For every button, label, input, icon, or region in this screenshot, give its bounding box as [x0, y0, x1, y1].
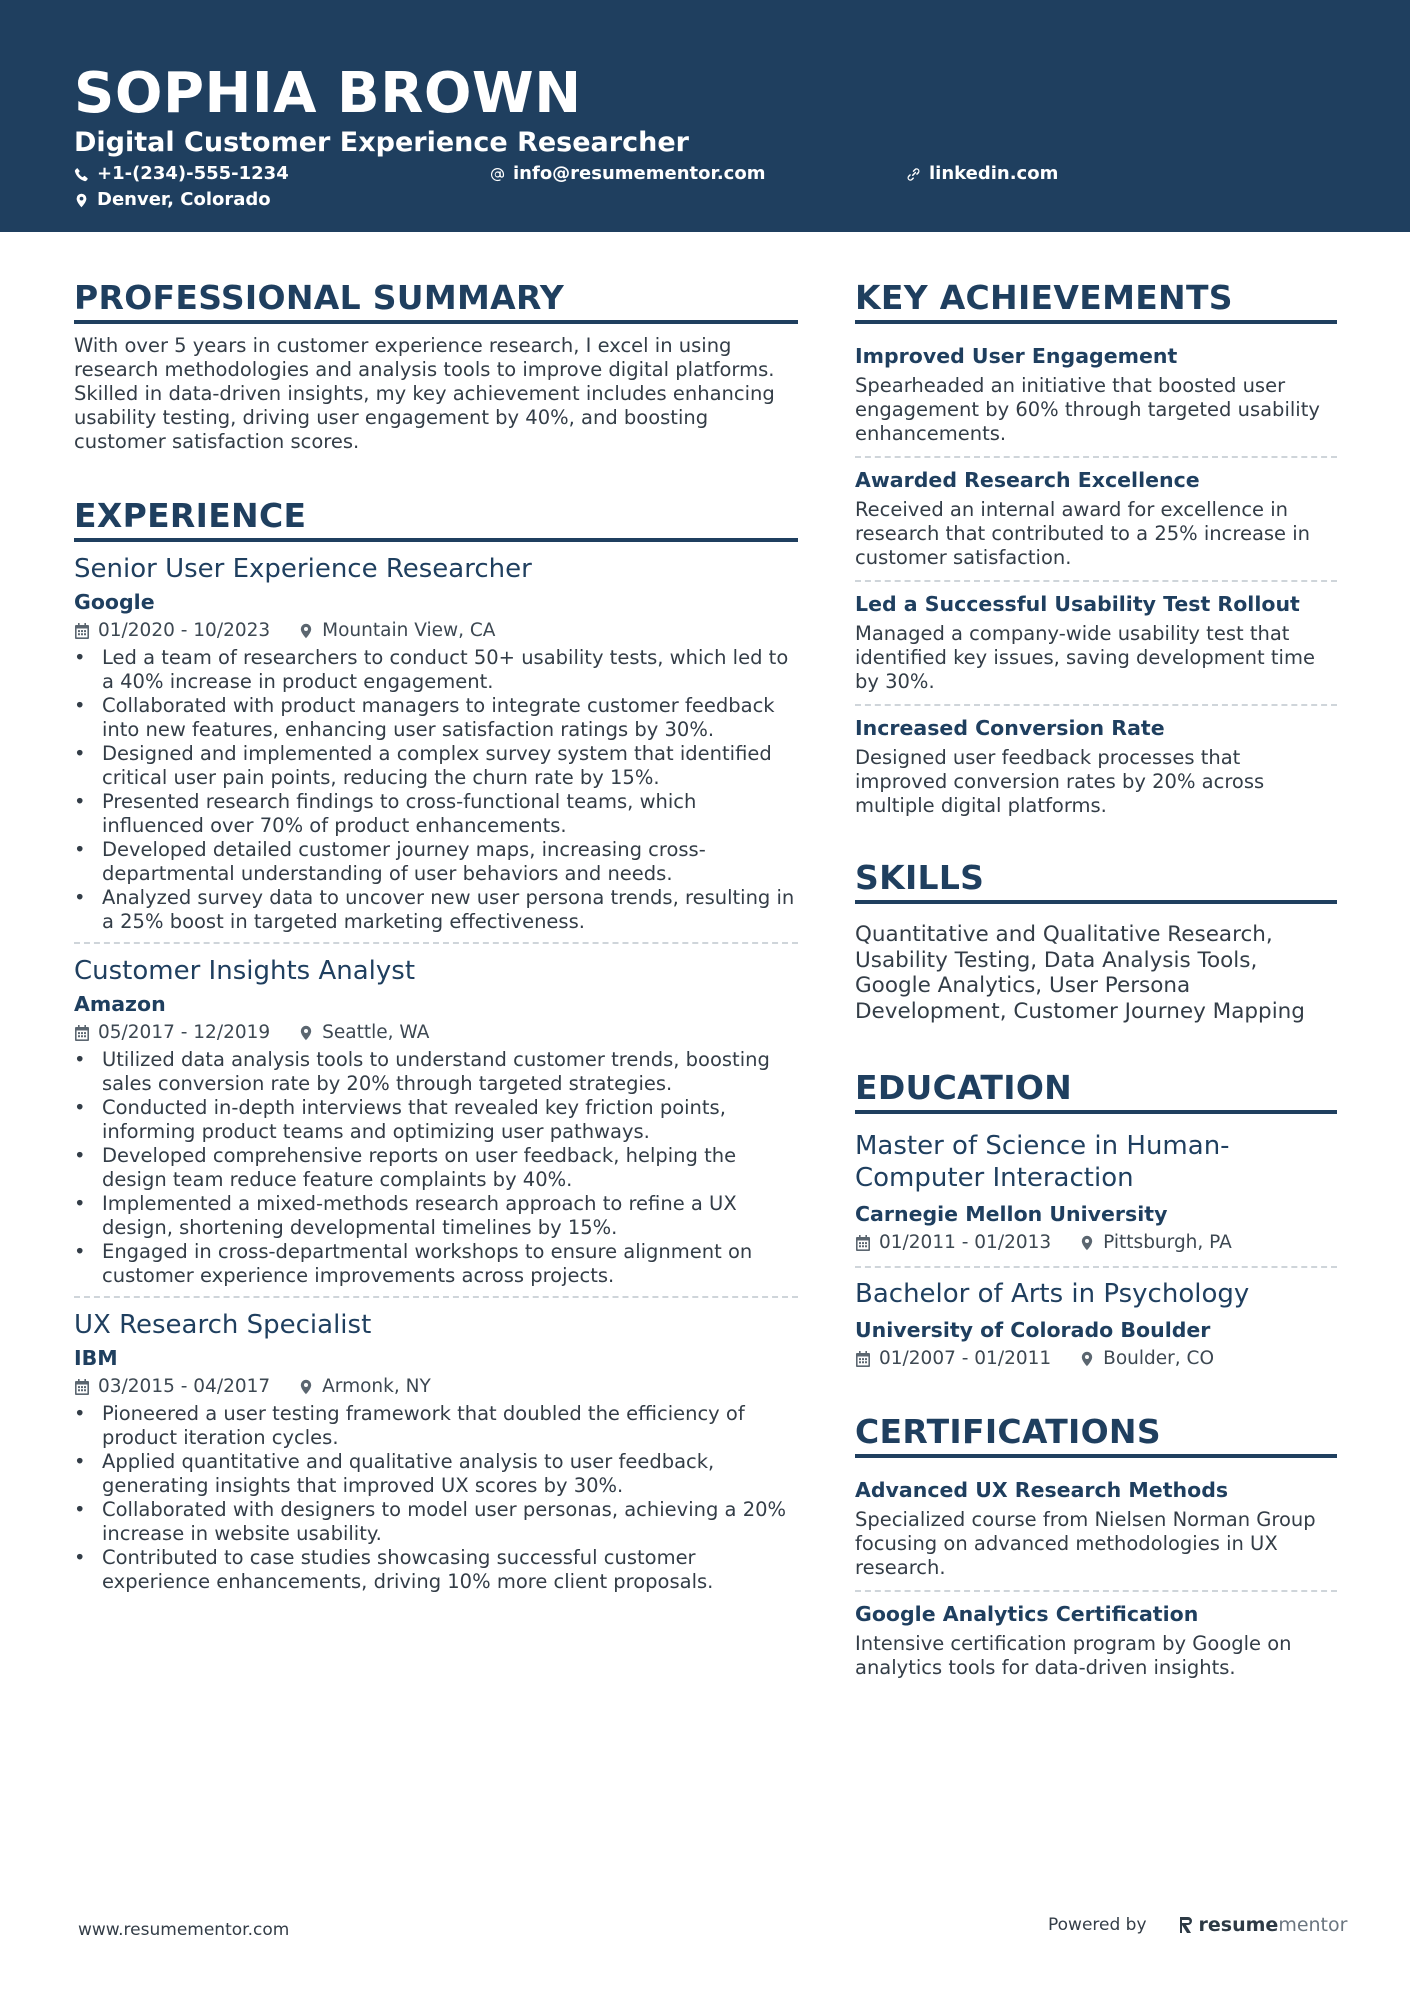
summary-text: With over 5 years in customer experience research, I excel in using research methodologies and analysis tools to improve digital platforms. Skilled in data-driven insights, my key achievement includes enhancing usability testing, driving user engagement by 40%, and boosting customer satisfaction scores. — [74, 334, 775, 453]
bullet-item: • Applied quantitative and qualitative analysis to user feedback, generating insights that improved UX scores by 30%. — [74, 1450, 798, 1498]
education-location: Pittsburgh, PA — [1103, 1232, 1232, 1253]
location-icon — [74, 193, 89, 208]
achievement-item — [855, 580, 1337, 704]
achievement-item — [855, 704, 1337, 828]
achievement-title: Led a Successful Usability Test Rollout — [855, 592, 1300, 616]
bullet-item: • Pioneered a user testing framework that doubled the efficiency of product iteration cycles. — [74, 1402, 798, 1450]
contact-email[interactable] — [490, 162, 765, 186]
experience-section — [74, 496, 798, 1602]
section-title: KEY ACHIEVEMENTS — [855, 278, 1337, 324]
job-dates: 03/2015 - 04/2017 — [98, 1376, 271, 1397]
job-dates: 01/2020 - 10/2023 — [98, 620, 271, 641]
job-location: Seattle, WA — [322, 1022, 430, 1043]
bullet-item: • Designed and implemented a complex survey system that identified critical user pain points, reducing the churn rate by 15%. — [74, 742, 798, 790]
certification-item — [855, 1468, 1337, 1590]
job-entry — [74, 1296, 798, 1602]
bullet-item: • Conducted in-depth interviews that revealed key friction points, informing product teams and optimizing user pathways. — [74, 1096, 798, 1144]
job-bullets — [74, 646, 798, 934]
job-location: Armonk, NY — [322, 1376, 431, 1397]
education-section — [855, 1068, 1337, 1382]
job-title: Customer Insights Analyst — [74, 956, 416, 986]
footer-website-link[interactable]: www.resumementor.com — [78, 1920, 290, 1940]
bullet-item: • Implemented a mixed-methods research approach to refine a UX design, shortening developmental timelines by 15%. — [74, 1192, 798, 1240]
achievement-title: Awarded Research Excellence — [855, 468, 1200, 492]
skills-text: Quantitative and Qualitative Research, Usability Testing, Data Analysis Tools, Google Analytics, User Persona Development, Customer Journey Mapping — [855, 922, 1305, 1024]
location-icon — [298, 1025, 314, 1041]
job-title: UX Research Specialist — [74, 1310, 372, 1340]
school-name: University of Colorado Boulder — [855, 1318, 1211, 1342]
right-column — [855, 278, 1337, 1690]
candidate-title: Digital Customer Experience Researcher — [74, 127, 689, 158]
footer-powered — [1048, 1914, 1347, 1936]
section-title: SKILLS — [855, 858, 1337, 904]
certification-item — [855, 1590, 1337, 1690]
bullet-item: • Developed comprehensive reports on user feedback, helping the design team reduce feature complaints by 40%. — [74, 1144, 798, 1192]
location-icon — [298, 1379, 314, 1395]
certification-title: Google Analytics Certification — [855, 1602, 1199, 1626]
email-text: info@resumementor.com — [513, 163, 766, 184]
calendar-icon — [74, 1025, 90, 1041]
left-column — [74, 278, 798, 1602]
company-name: Amazon — [74, 992, 166, 1016]
certification-desc: Specialized course from Nielsen Norman Group focusing on advanced methodologies in UX research. — [855, 1508, 1316, 1579]
phone-text: +1-(234)-555-1234 — [97, 163, 289, 184]
job-title: Senior User Experience Researcher — [74, 554, 532, 584]
education-meta — [855, 1346, 1337, 1372]
job-entry — [74, 942, 798, 1296]
bullet-item: • Utilized data analysis tools to understand customer trends, boosting sales conversion rate by 20% through targeted strategies. — [74, 1048, 798, 1096]
achievement-desc: Designed user feedback processes that improved conversion rates by 20% across multiple digital platforms. — [855, 746, 1265, 817]
summary-section — [74, 278, 798, 454]
education-dates: 01/2007 - 01/2011 — [879, 1348, 1052, 1369]
link-icon — [906, 167, 921, 182]
contact-linkedin[interactable] — [906, 162, 1058, 186]
education-item — [855, 1124, 1337, 1266]
school-name: Carnegie Mellon University — [855, 1202, 1168, 1226]
location-icon — [1079, 1235, 1095, 1251]
skills-section — [855, 858, 1337, 1024]
location-text: Denver, Colorado — [97, 189, 271, 210]
resumementor-logo-icon — [1177, 1915, 1195, 1935]
bullet-item: • Engaged in cross-departmental workshops to ensure alignment on customer experience improvements across projects. — [74, 1240, 798, 1288]
education-meta — [855, 1230, 1337, 1256]
bullet-item: • Contributed to case studies showcasing successful customer experience enhancements, driving 10% more client proposals. — [74, 1546, 798, 1594]
brand-bold: resume — [1198, 1914, 1279, 1936]
achievement-title: Increased Conversion Rate — [855, 716, 1165, 740]
bullet-item: • Led a team of researchers to conduct 50+ usability tests, which led to a 40% increase in product engagement. — [74, 646, 798, 694]
bullet-item: • Collaborated with product managers to integrate customer feedback into new features, enhancing user satisfaction ratings by 30%. — [74, 694, 798, 742]
section-title: PROFESSIONAL SUMMARY — [74, 278, 798, 324]
bullet-item: • Analyzed survey data to uncover new user persona trends, resulting in a 25% boost in targeted marketing effectiveness. — [74, 886, 798, 934]
bullet-item: • Developed detailed customer journey maps, increasing cross-departmental understanding of user behaviors and needs. — [74, 838, 798, 886]
achievement-item — [855, 456, 1337, 580]
certification-title: Advanced UX Research Methods — [855, 1478, 1229, 1502]
phone-icon — [74, 167, 89, 182]
location-icon — [298, 623, 314, 639]
bullet-item: • Collaborated with designers to model user personas, achieving a 20% increase in website usability. — [74, 1498, 798, 1546]
job-meta — [74, 1020, 798, 1046]
section-title: CERTIFICATIONS — [855, 1412, 1337, 1458]
brand-logo[interactable] — [1177, 1914, 1348, 1936]
section-title: EDUCATION — [855, 1068, 1337, 1114]
certifications-section — [855, 1412, 1337, 1690]
degree-title: Bachelor of Arts in Psychology — [855, 1279, 1250, 1309]
education-item — [855, 1266, 1337, 1382]
company-name: IBM — [74, 1346, 118, 1370]
contact-location — [74, 188, 271, 212]
at-icon — [490, 167, 505, 182]
section-title: EXPERIENCE — [74, 496, 798, 542]
calendar-icon — [74, 1379, 90, 1395]
job-meta — [74, 1374, 798, 1400]
job-bullets — [74, 1402, 798, 1594]
candidate-name: SOPHIA BROWN — [74, 61, 582, 126]
achievement-item — [855, 334, 1337, 456]
calendar-icon — [855, 1351, 871, 1367]
job-location: Mountain View, CA — [322, 620, 496, 641]
location-icon — [1079, 1351, 1095, 1367]
calendar-icon — [855, 1235, 871, 1251]
job-entry — [74, 552, 798, 942]
degree-title: Master of Science in Human-Computer Interaction — [855, 1131, 1230, 1193]
achievement-desc: Received an internal award for excellence in research that contributed to a 25% increase in customer satisfaction. — [855, 498, 1311, 569]
certification-desc: Intensive certification program by Google on analytics tools for data-driven insights. — [855, 1632, 1292, 1679]
education-location: Boulder, CO — [1103, 1348, 1215, 1369]
achievements-section — [855, 278, 1337, 828]
bullet-item: • Presented research findings to cross-functional teams, which influenced over 70% of product enhancements. — [74, 790, 798, 838]
linkedin-text: linkedin.com — [929, 163, 1059, 184]
job-dates: 05/2017 - 12/2019 — [98, 1022, 271, 1043]
achievement-title: Improved User Engagement — [855, 344, 1178, 368]
resume-header — [0, 0, 1410, 232]
contact-phone[interactable] — [74, 162, 289, 186]
job-meta — [74, 618, 798, 644]
calendar-icon — [74, 623, 90, 639]
powered-by-label: Powered by — [1048, 1915, 1147, 1935]
job-bullets — [74, 1048, 798, 1288]
education-dates: 01/2011 - 01/2013 — [879, 1232, 1052, 1253]
achievement-desc: Spearheaded an initiative that boosted user engagement by 60% through targeted usability enhancements. — [855, 374, 1320, 445]
company-name: Google — [74, 590, 155, 614]
brand-light: mentor — [1278, 1914, 1348, 1936]
achievement-desc: Managed a company-wide usability test that identified key issues, saving development time by 30%. — [855, 622, 1315, 693]
